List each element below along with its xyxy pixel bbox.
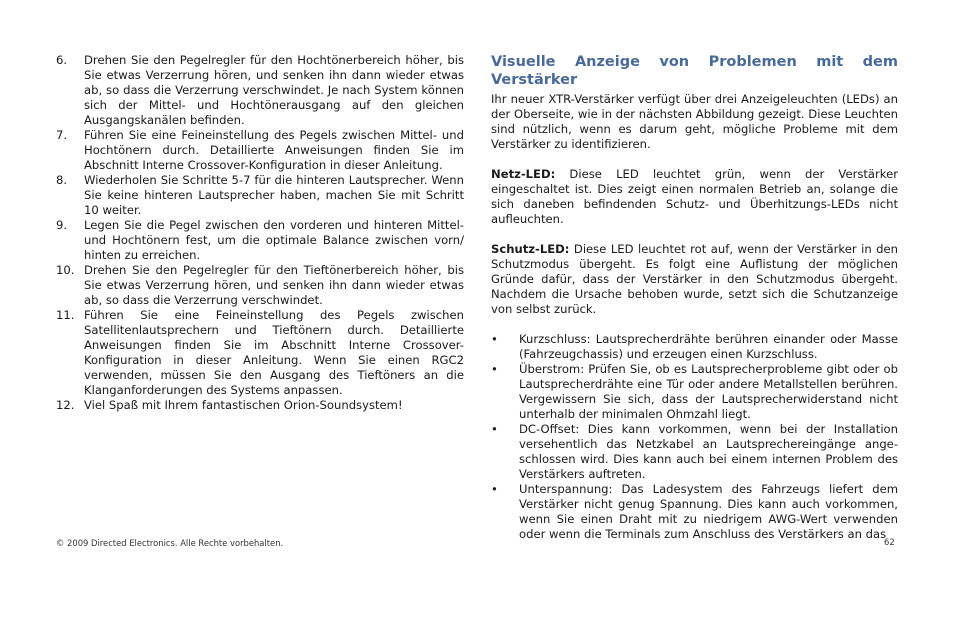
list-number: 11.	[56, 308, 75, 322]
schutz-led-paragraph	[491, 242, 898, 317]
section-heading: Visuelle Anzeige von Problemen mit dem Verstärker	[491, 54, 898, 88]
list-item	[56, 53, 464, 128]
schutz-led-text: Diese LED leuchtet rot auf, wenn der Verstärker in den Schutzmodus übergeht. Es folgt eine Auflistung der möglichen Gründe dafür, dass der Verstärker in den Schutzmodus übergeht. Nachdem die Ursache behoben wurde, setzt sich die Schutzanzeige von selbst zurück.	[491, 242, 898, 316]
bullet-dot: •	[491, 332, 498, 346]
bullet-item	[491, 332, 898, 362]
list-number: 12.	[56, 398, 75, 412]
bullet-item	[491, 362, 898, 422]
list-number: 10.	[56, 263, 75, 277]
left-column	[56, 53, 464, 413]
list-item	[56, 128, 464, 173]
netz-led-label: Netz-LED:	[491, 167, 556, 181]
list-number: 9.	[56, 218, 68, 232]
copyright-footer: © 2009 Directed Electronics. Alle Rechte vorbehalten.	[56, 538, 284, 548]
list-text: Viel Spaß mit Ihrem fantastischen Orion-Soundsystem!	[84, 398, 403, 412]
bullet-item	[491, 482, 898, 542]
intro-paragraph: Ihr neuer XTR-Verstärker verfügt über drei Anzeigeleuchten (LEDs) an der Oberseite, wie in der nächsten Abbildung gezeigt. Diese Leuchten sind nützlich, wenn es darum geht, mögliche Probleme mit dem Verstärker zu identifizieren.	[491, 92, 898, 151]
list-number: 8.	[56, 173, 68, 187]
page-number: 62	[884, 537, 895, 547]
list-item	[56, 263, 464, 308]
bullet-text: DC-Offset: Dies kann vorkommen, wenn bei der Installation versehentlich das Netzkabel an Lautsprechereingänge ange-schlossen wird. Dies kann auch bei einem internen Problem des Verstärkers auftreten.	[519, 422, 898, 481]
bullet-text: Überstrom: Prüfen Sie, ob es Lautsprecherprobleme gibt oder ob Lautsprecherdrähte eine Tür oder andere Metallstellen berühren. Vergewissern Sie sich, dass der Lautsprecherwiderstand nicht unterhalb der minimalen Ohmzahl liegt.	[519, 362, 898, 421]
list-item	[56, 398, 464, 413]
schutz-led-label: Schutz-LED:	[491, 242, 570, 256]
bullet-dot: •	[491, 482, 498, 496]
bullet-dot: •	[491, 362, 498, 376]
bullet-text: Unterspannung: Das Ladesystem des Fahrzeugs liefert dem Verstärker nicht genug Spannung. Dies kann auch vorkommen, wenn Sie einen Draht mit zu niedrigem AWG-Wert verwenden oder wenn die Terminals zum Anschluss des Verstärkers an das	[519, 482, 898, 541]
right-column	[491, 53, 898, 542]
list-text: Führen Sie eine Feineinstellung des Pegels zwischen Mittel- und Hochtönern durch. Detaillierte Anweisungen finden Sie im Abschnitt Interne Crossover-Konfiguration in dieser Anleitung.	[84, 128, 464, 172]
bullet-text: Kurzschluss: Lautsprecherdrähte berühren einander oder Masse (Fahrzeugchassis) und erzeugen einen Kurzschluss.	[519, 332, 898, 361]
list-text: Drehen Sie den Pegelregler für den Hochtönerbereich höher, bis Sie etwas Verzerrung hören, und senken ihn dann wieder etwas ab, so dass die Verzerrung verschwindet. Je nach System können sich der Mittel- und Hochtönerausgang auf den gleichen Ausgangskanälen befinden.	[84, 53, 464, 127]
list-number: 6.	[56, 53, 68, 67]
bullet-item	[491, 422, 898, 482]
netz-led-paragraph	[491, 167, 898, 227]
list-text: Wiederholen Sie Schritte 5-7 für die hinteren Lautsprecher. Wenn Sie keine hinteren Lautsprecher haben, machen Sie mit Schritt 10 weiter.	[84, 173, 464, 217]
list-item	[56, 173, 464, 218]
list-item	[56, 218, 464, 263]
list-number: 7.	[56, 128, 68, 142]
list-item	[56, 308, 464, 398]
list-text: Drehen Sie den Pegelregler für den Tieftönerbereich höher, bis Sie etwas Verzerrung hören, und senken ihn dann wieder etwas ab, so dass die Verzerrung verschwindet.	[84, 263, 464, 307]
netz-led-text: Diese LED leuchtet grün, wenn der Verstärker eingeschaltet ist. Dies zeigt einen normalen Betrieb an, solange die sich daneben befindenden Schutz- und Überhitzungs-LEDs nicht aufleuchten.	[491, 167, 898, 226]
bullet-dot: •	[491, 422, 498, 436]
list-text: Legen Sie die Pegel zwischen den vorderen und hinteren Mittel- und Hochtönern fest, um die optimale Balance zwischen vorn/ hinten zu erreichen.	[84, 218, 464, 262]
list-text: Führen Sie eine Feineinstellung des Pegels zwischen Satellitenlautsprechern und Tieftönern durch. Detaillierte Anweisungen finden Sie im Abschnitt Interne Crossover-Konfiguration in dieser Anleitung. Wenn Sie einen RGC2 verwenden, müssen Sie den Ausgang des Tieftöners an die Klanganforderungen des Systems anpassen.	[84, 308, 464, 397]
